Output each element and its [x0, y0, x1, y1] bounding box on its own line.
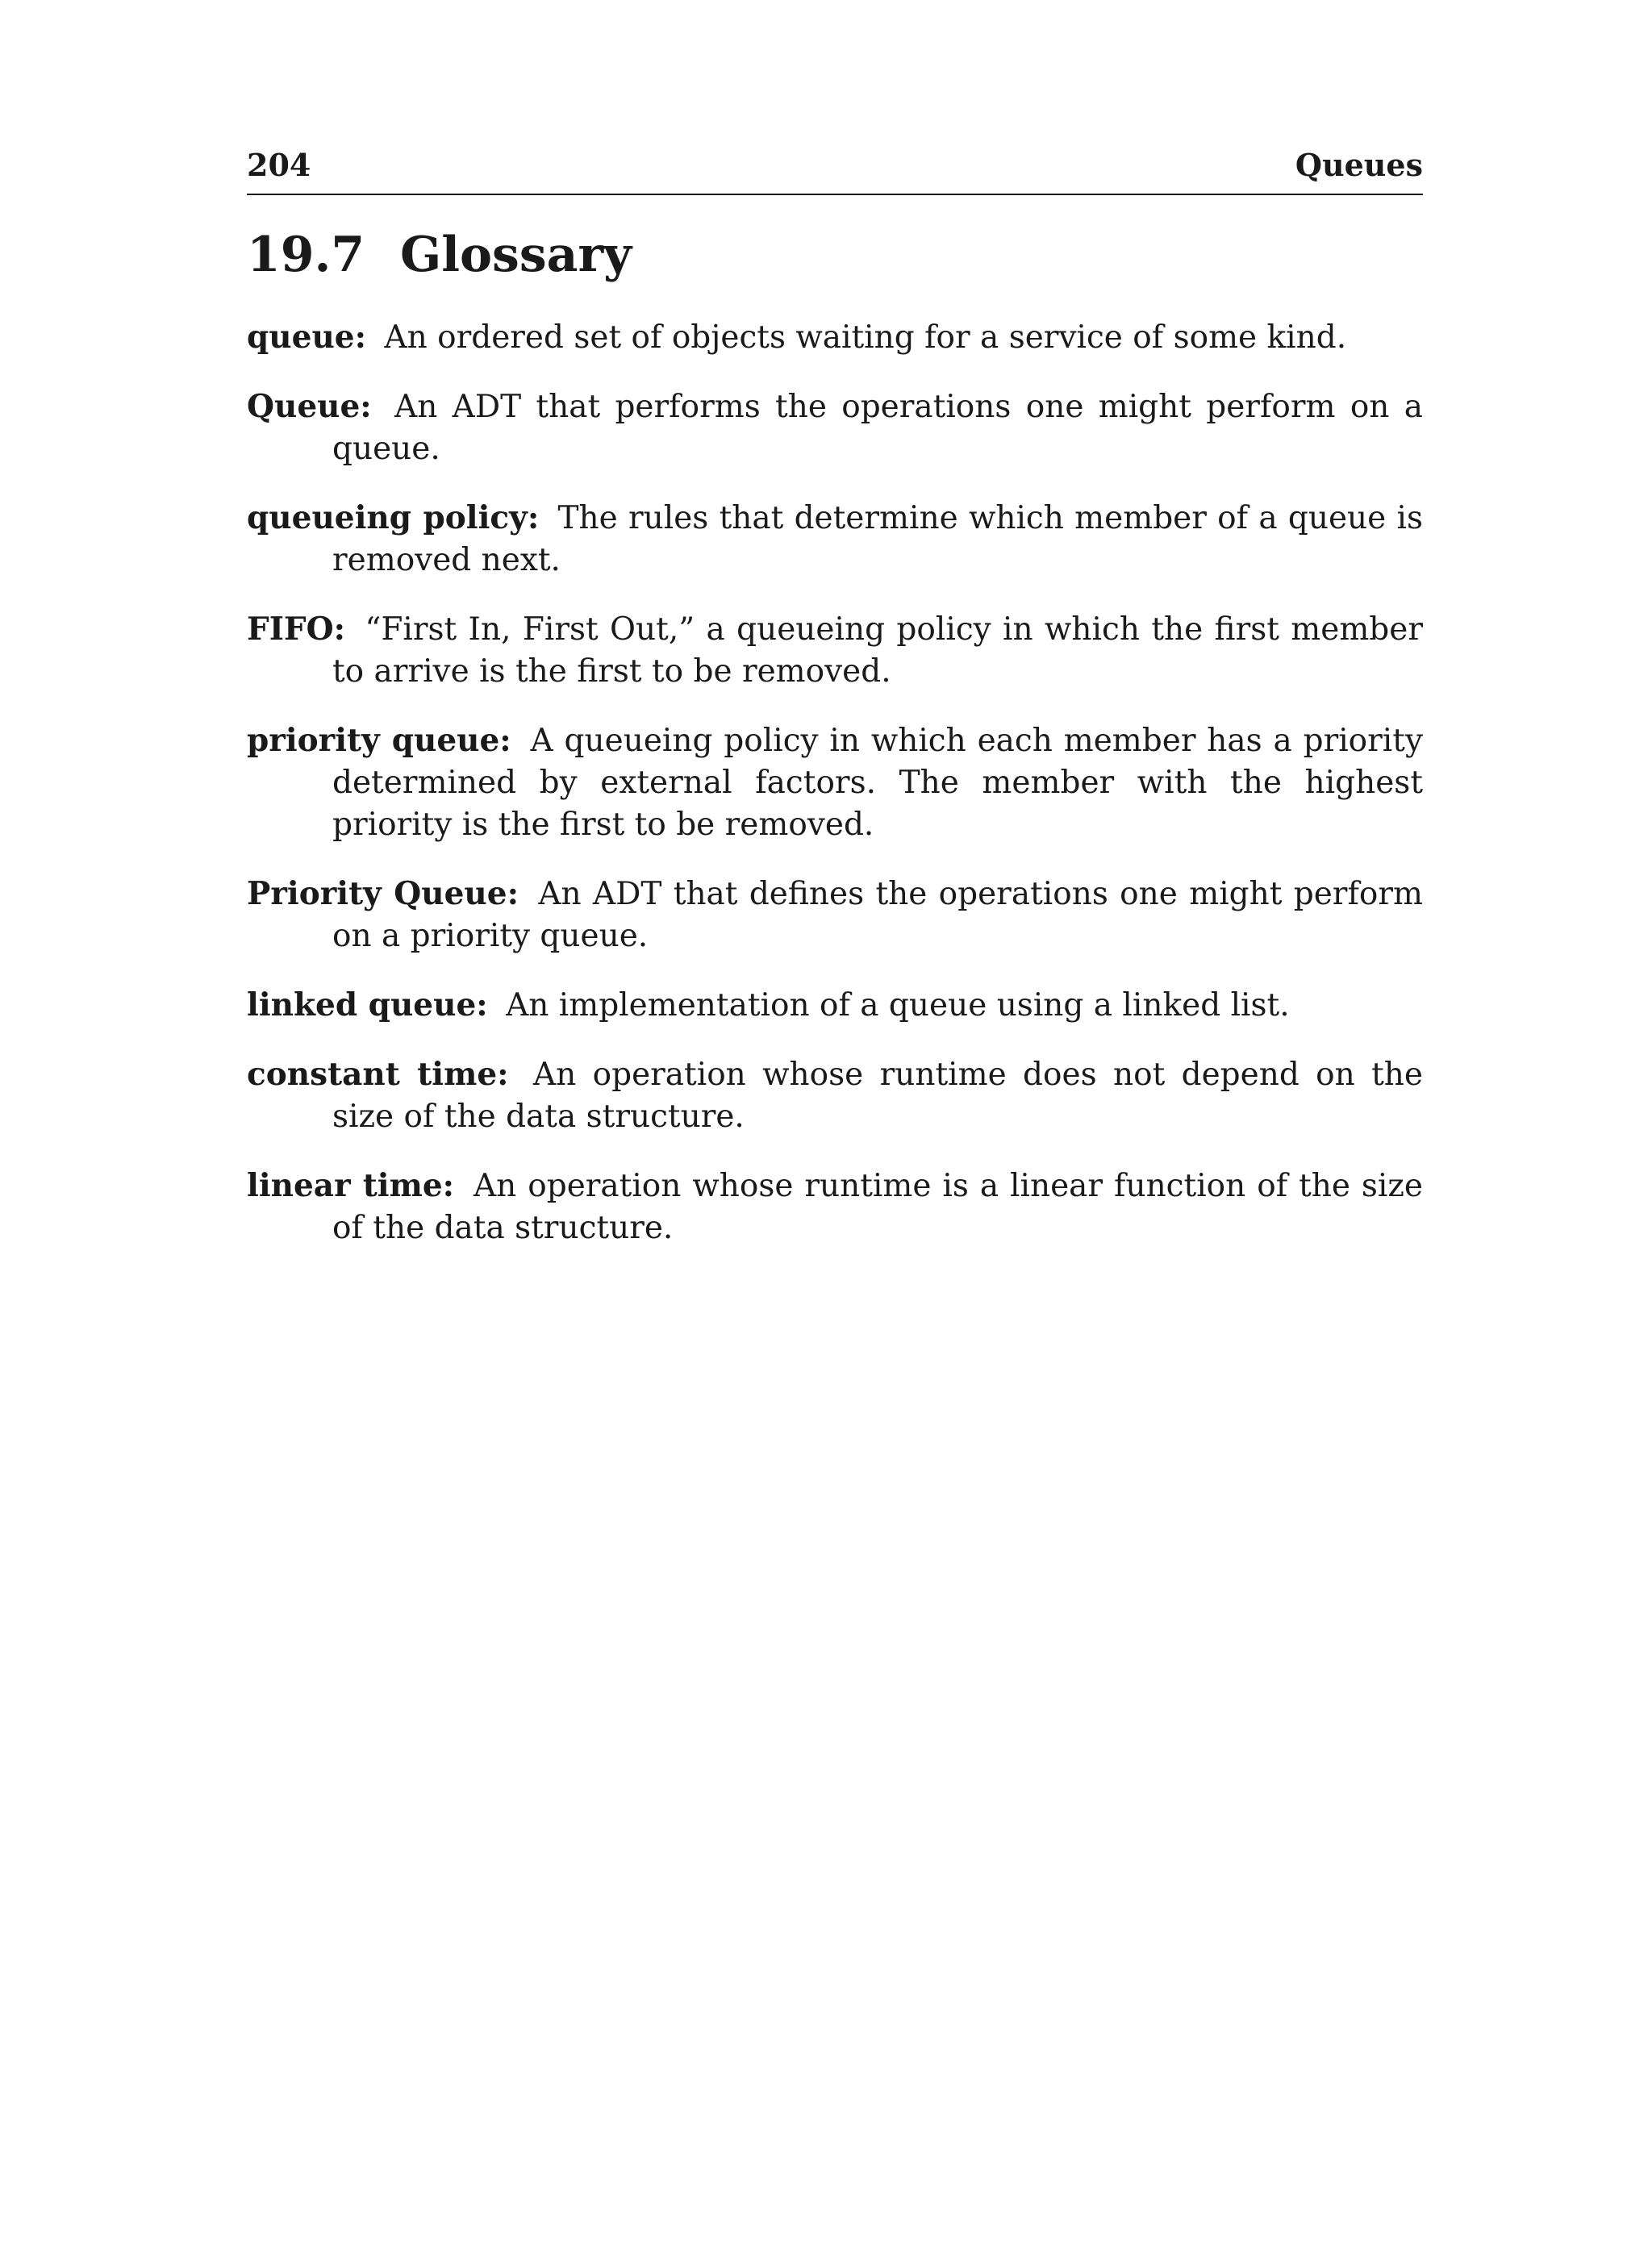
glossary-term: FIFO: [247, 611, 345, 648]
glossary-definition: An operation whose runtime is a linear function of the size of the data structure. [332, 1168, 1424, 1246]
glossary-definition: An ADT that defines the operations one might perform on a priority queue. [332, 876, 1423, 954]
glossary-term: Queue: [247, 388, 372, 425]
page-number: 204 [247, 147, 311, 183]
glossary-term: queueing policy: [247, 499, 540, 536]
section-number: 19.7 [247, 227, 365, 283]
page [247, 147, 1424, 1276]
glossary-entry [247, 608, 1423, 693]
glossary-entry [247, 316, 1423, 359]
glossary-entry [247, 1053, 1423, 1138]
glossary-definition: The rules that determine which member of a queue is removed next. [332, 500, 1423, 578]
glossary-entry [247, 984, 1423, 1027]
glossary-term: linked queue: [247, 986, 488, 1024]
glossary-definition: An implementation of a queue using a linked list. [506, 987, 1290, 1024]
glossary-definition: An ADT that performs the operations one might perform on a queue. [332, 389, 1423, 467]
glossary-entry [247, 497, 1423, 582]
chapter-title: Queues [1295, 147, 1423, 183]
glossary-definition: A queueing policy in which each member has a priority determined by external factors. The member with the highest priority is the first to be removed. [332, 723, 1423, 843]
glossary-term: linear time: [247, 1167, 455, 1204]
glossary-entry [247, 719, 1423, 846]
glossary-term: Priority Queue: [247, 875, 519, 912]
section-title: Glossary [400, 227, 632, 283]
section-heading [247, 227, 1423, 283]
glossary-list [247, 316, 1423, 1249]
glossary-term: priority queue: [247, 722, 511, 759]
glossary-entry [247, 386, 1423, 470]
glossary-definition: “First In, First Out,” a queueing policy in which the first member to arrive is the first to be removed. [332, 611, 1423, 690]
glossary-entry [247, 1165, 1423, 1249]
glossary-definition: An operation whose runtime does not depend on the size of the data structure. [332, 1057, 1424, 1135]
glossary-term: queue: [247, 319, 367, 356]
glossary-definition: An ordered set of objects waiting for a service of some kind. [384, 319, 1347, 356]
glossary-term: constant time: [247, 1056, 509, 1093]
glossary-entry [247, 873, 1423, 957]
running-head [247, 147, 1423, 195]
